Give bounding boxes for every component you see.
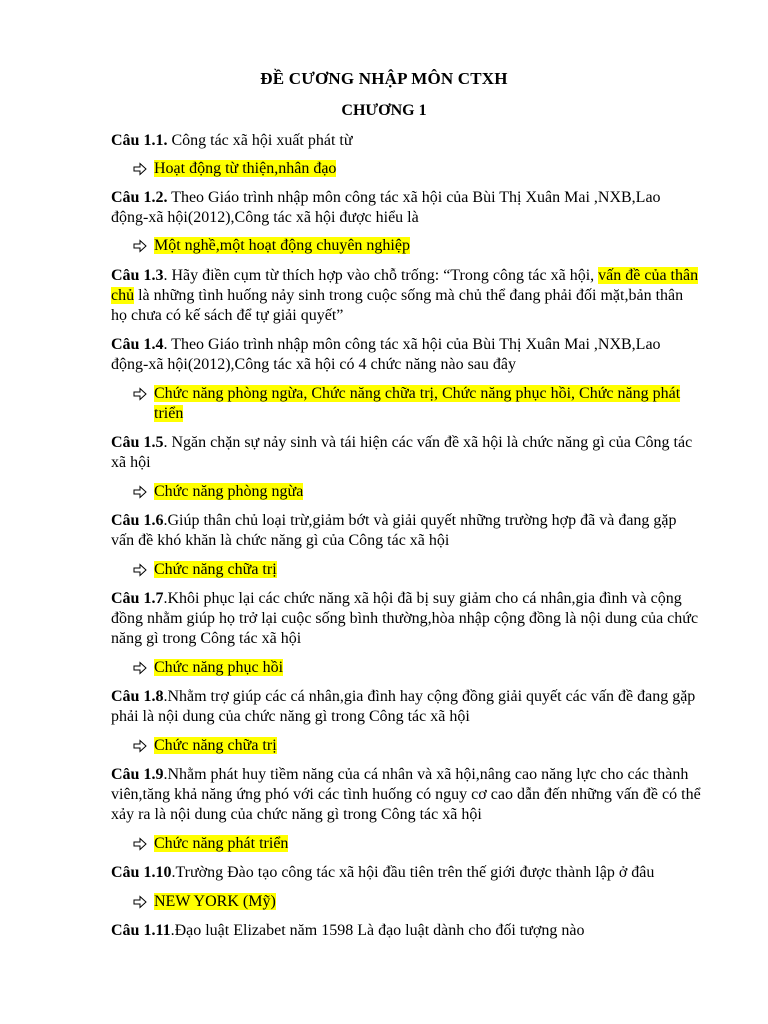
arrow-right-outline-icon	[133, 892, 147, 912]
question-number: Câu 1.3	[111, 267, 164, 284]
question-number: Câu 1.9	[111, 766, 164, 783]
answer-1-5	[133, 482, 693, 502]
highlighted-phrase: vấn đề của thân chủ	[111, 267, 699, 304]
question-number: Câu 1.8	[111, 688, 164, 705]
arrow-right-outline-icon	[133, 159, 147, 179]
question-text: .Nhằm phát huy tiềm năng của cá nhân và xã hội,nâng cao năng lực cho các thành viên,tăng khả năng ứng phó với các tình huống có nguy cơ cao dẫn đến những vấn đề có thể xảy ra là nội dung của chức năng gì trong Công tác xã hội	[111, 766, 701, 823]
answer-1-10	[133, 892, 693, 912]
question-1-10	[111, 863, 701, 883]
question-text: .Khôi phục lại các chức năng xã hội đã bị suy giảm cho cá nhân,gia đình và cộng đồng nhằm giúp họ trở lại cuộc sống bình thường,hòa nhập cộng đồng là nội dung của chức năng gì trong Công tác xã hội	[111, 590, 699, 647]
answer-text: Chức năng chữa trị	[154, 737, 277, 754]
arrow-right-outline-icon	[133, 236, 147, 256]
arrow-right-outline-icon	[133, 736, 147, 756]
arrow-right-outline-icon	[133, 482, 147, 502]
answer-1-4	[133, 384, 693, 424]
question-1-7	[111, 589, 701, 649]
question-text: .Giúp thân chủ loại trừ,giảm bớt và giải quyết những trường hợp đã và đang gặp vấn đề khó khăn là chức năng gì của Công tác xã hội	[111, 512, 677, 549]
arrow-right-outline-icon	[133, 560, 147, 580]
question-1-4	[111, 335, 701, 375]
answer-text: Chức năng chữa trị	[154, 561, 277, 578]
question-number: Câu 1.5	[111, 434, 164, 451]
question-1-8	[111, 687, 701, 727]
question-text: Công tác xã hội xuất phát từ	[167, 132, 353, 149]
answer-text: Chức năng phục hồi	[154, 659, 284, 676]
question-text-after: là những tình huống nảy sinh trong cuộc sống mà chủ thể đang phải đối mặt,bản thân họ chưa có kế sách để tự giải quyết”	[111, 287, 684, 324]
question-1-5	[111, 433, 701, 473]
answer-text: Chức năng phòng ngừa, Chức năng chữa trị, Chức năng phục hồi, Chức năng phát triển	[154, 385, 681, 422]
question-text: . Theo Giáo trình nhập môn công tác xã hội của Bùi Thị Xuân Mai ,NXB,Lao động-xã hội(2012),Công tác xã hội có 4 chức năng nào sau đây	[111, 336, 661, 373]
question-number: Câu 1.2.	[111, 189, 168, 206]
answer-text: Hoạt động từ thiện,nhân đạo	[154, 160, 337, 177]
question-number: Câu 1.11	[111, 922, 171, 939]
chapter-heading: CHƯƠNG 1	[341, 102, 427, 119]
question-number: Câu 1.6	[111, 512, 164, 529]
question-1-6	[111, 511, 701, 551]
arrow-right-outline-icon	[133, 658, 147, 678]
question-1-1	[111, 131, 701, 151]
question-text: . Ngăn chặn sự nảy sinh và tái hiện các vấn đề xã hội là chức năng gì của Công tác xã hội	[111, 434, 693, 471]
question-text: Theo Giáo trình nhập môn công tác xã hội của Bùi Thị Xuân Mai ,NXB,Lao động-xã hội(2012),Công tác xã hội được hiểu là	[111, 189, 661, 226]
answer-text: Chức năng phòng ngừa	[154, 483, 304, 500]
answer-1-7	[133, 658, 693, 678]
answer-text: Chức năng phát triển	[154, 835, 289, 852]
question-number: Câu 1.10	[111, 864, 172, 881]
arrow-right-outline-icon	[133, 834, 147, 854]
question-text: .Trường Đào tạo công tác xã hội đầu tiên trên thế giới được thành lập ở đâu	[171, 864, 655, 881]
answer-1-9	[133, 834, 693, 854]
answer-1-8	[133, 736, 693, 756]
question-1-11	[111, 921, 701, 941]
answer-1-6	[133, 560, 693, 580]
question-number: Câu 1.1.	[111, 132, 168, 149]
arrow-right-outline-icon	[133, 384, 147, 404]
document-title: ĐỀ CƯƠNG NHẬP MÔN CTXH	[260, 69, 508, 88]
question-text: .Nhằm trợ giúp các cá nhân,gia đình hay cộng đồng giải quyết các vấn đề đang gặp phải là nội dung của chức năng gì trong Công tác xã hội	[111, 688, 696, 725]
question-1-3	[111, 266, 701, 326]
question-text-before: . Hãy điền cụm từ thích hợp vào chỗ trống: “Trong công tác xã hội,	[163, 267, 599, 284]
question-1-9	[111, 765, 701, 825]
answer-text: Một nghề,một hoạt động chuyên nghiệp	[154, 237, 410, 254]
question-number: Câu 1.4	[111, 336, 164, 353]
answer-1-1	[133, 159, 693, 179]
answer-text: NEW YORK (Mỹ)	[154, 893, 276, 910]
answer-1-2	[133, 236, 693, 256]
question-text: .Đạo luật Elizabet năm 1598 Là đạo luật dành cho đối tượng nào	[170, 922, 585, 939]
question-number: Câu 1.7	[111, 590, 164, 607]
question-1-2	[111, 188, 701, 228]
